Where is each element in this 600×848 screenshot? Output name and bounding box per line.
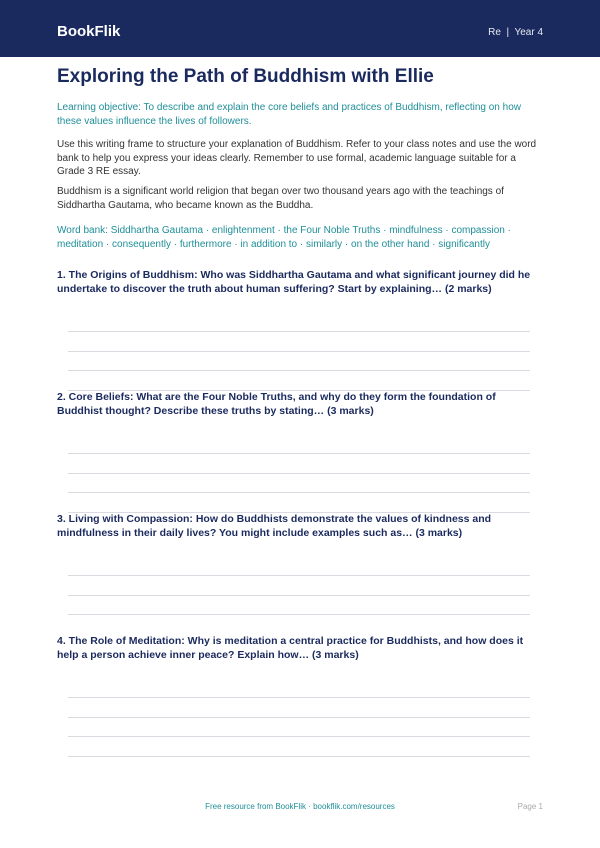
- answer-line[interactable]: [68, 614, 530, 615]
- answer-line[interactable]: [68, 370, 530, 371]
- answer-line[interactable]: [68, 331, 530, 332]
- intro-paragraph: Buddhism is a significant world religion that began over two thousand years ago with the teachings of Siddhartha Gautama, who became known as the Buddha.: [57, 186, 504, 211]
- answer-line[interactable]: [68, 473, 530, 474]
- worksheet-title: Exploring the Path of Buddhism with Ellie: [57, 66, 434, 87]
- answer-line[interactable]: [68, 492, 530, 493]
- answer-line[interactable]: [68, 697, 530, 698]
- word-bank: Word bank: Siddhartha Gautama · enlightenment · the Four Noble Truths · mindfulness · compassion · meditation · consequently · furthermore · in addition to · similarly · on the other hand · significantly: [57, 225, 511, 250]
- answer-line[interactable]: [68, 575, 530, 576]
- answer-line[interactable]: [68, 351, 530, 352]
- answer-line[interactable]: [68, 717, 530, 718]
- answer-line[interactable]: [68, 756, 530, 757]
- question-3: 3. Living with Compassion: How do Buddhists demonstrate the values of kindness and mindfulness in their daily lives? You might include examples such as… (3 marks): [57, 513, 492, 539]
- question-4: 4. The Role of Meditation: Why is meditation a central practice for Buddhists, and how does it help a person achieve inner peace? Explain how… (3 marks): [57, 635, 524, 661]
- page-number: Page 1: [517, 802, 543, 811]
- subject-year-label: Re | Year 4: [488, 27, 543, 38]
- question-1: 1. The Origins of Buddhism: Who was Siddhartha Gautama and what significant journey did he undertake to discover the truth about human suffering? Start by explaining… (2 marks): [57, 269, 531, 295]
- question-2: 2. Core Beliefs: What are the Four Noble Truths, and why do they form the foundation of Buddhist thought? Describe these truths by stating… (3 marks): [57, 391, 496, 417]
- footer-text: Free resource from BookFlik · bookflik.com/resources: [205, 802, 395, 811]
- answer-line[interactable]: [68, 736, 530, 737]
- answer-line[interactable]: [68, 595, 530, 596]
- learning-objective: Learning objective: To describe and explain the core beliefs and practices of Buddhism, reflecting on how these values influence the lives of followers.: [57, 102, 521, 127]
- brand-logo: BookFlik: [57, 23, 121, 40]
- answer-line[interactable]: [68, 453, 530, 454]
- header-bar: [0, 0, 600, 57]
- instructions-paragraph: Use this writing frame to structure your explanation of Buddhism. Refer to your class notes and use the word bank to help you express your ideas clearly. Remember to use formal, academic language suitable for a Grade 3 RE essay.: [57, 139, 537, 177]
